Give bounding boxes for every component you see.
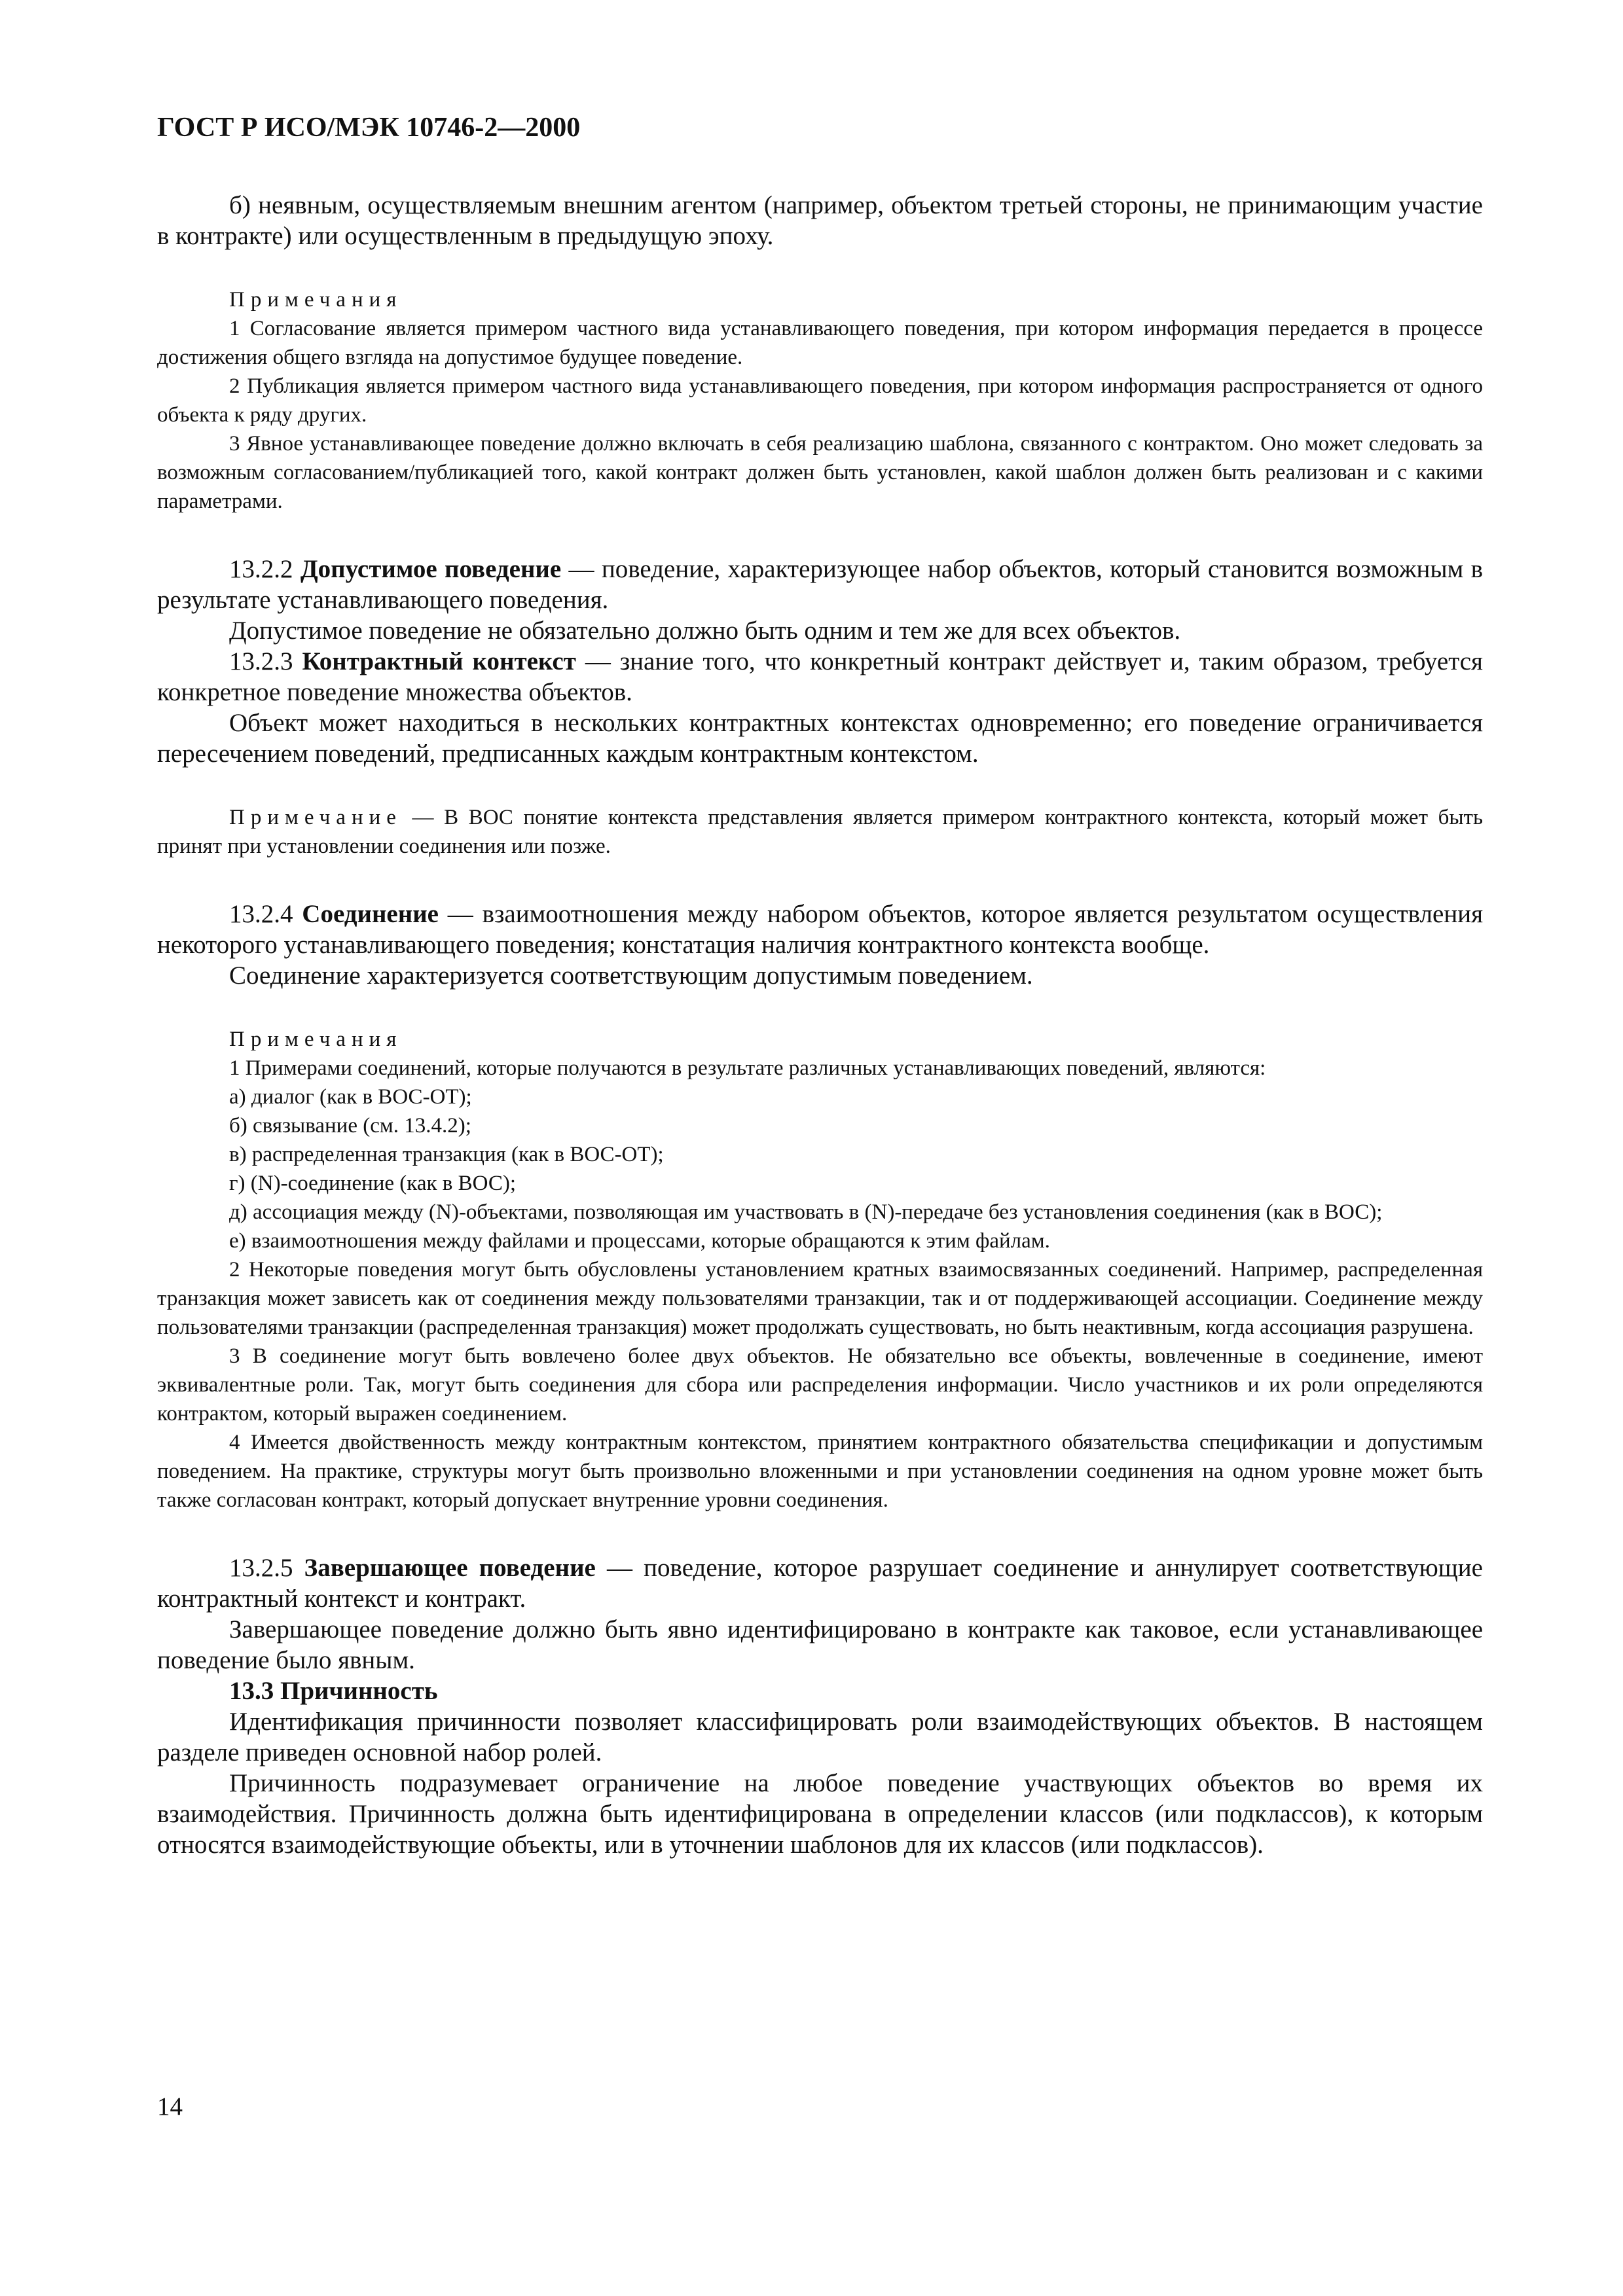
document-page: [157, 111, 1483, 1860]
note-text: — В ВОС понятие контекста представления является примером контрактного контекста, который может быть принят при установлении соединения или позже.: [157, 806, 1484, 858]
note-1: 1 Примерами соединений, которые получаются в результате различных устанавливающих поведений, являются:: [229, 1056, 1266, 1080]
definition-text: — взаимоотношения между набором объектов, которое является результатом осуществления некоторого устанавливающего поведения; констатация наличия контрактного контекста вообще.: [157, 900, 1484, 959]
page-number: 14: [157, 2092, 183, 2121]
note-3: 3 Явное устанавливающее поведение должно включать в себя реализацию шаблона, связанного с контрактом. Оно может следовать за возможным согласованием/публикацией того, какой контракт должен быть установлен, какой шаблон должен быть реализован и с какими параметрами.: [157, 432, 1483, 513]
note-label: Примечание: [229, 806, 402, 829]
notes-heading: Примечания: [229, 288, 403, 312]
clause-number: 13.2.4: [229, 900, 293, 928]
clause-number: 13.2.5: [229, 1554, 293, 1582]
term-bold: Завершающее поведение: [304, 1554, 596, 1582]
note-inline: [157, 803, 1483, 861]
paragraph: Допустимое поведение не обязательно должно быть одним и тем же для всех объектов.: [229, 617, 1181, 645]
clause-number: 13.2.2: [229, 555, 293, 583]
definition-text: — знание того, что конкретный контракт действует и, таким образом, требуется конкретное поведение множества объектов.: [157, 647, 1483, 706]
term-bold: Контрактный контекст: [302, 647, 576, 675]
definition-13-2-4: [157, 899, 1483, 960]
definition-text: — поведение, характеризующее набор объектов, который становится возможным в результате устанавливающего поведения.: [157, 555, 1484, 614]
list-item: д) ассоциация между (N)-объектами, позволяющая им участвовать в (N)-передаче без установления соединения (как в ВОС);: [229, 1200, 1383, 1224]
paragraph: Соединение характеризуется соответствующим допустимым поведением.: [229, 961, 1033, 990]
clause-number: 13.2.3: [229, 647, 293, 675]
list-item: б) связывание (см. 13.4.2);: [229, 1114, 471, 1138]
list-item: в) распределенная транзакция (как в ВОС-ОТ);: [229, 1143, 664, 1166]
definition-13-2-5: [157, 1552, 1483, 1614]
paragraph: Идентификация причинности позволяет классифицировать роли взаимодействующих объектов. В настоящем разделе приведен основной набор ролей.: [157, 1708, 1483, 1767]
list-item: е) взаимоотношения между файлами и процессами, которые обращаются к этим файлам.: [229, 1229, 1050, 1253]
notes-heading: Примечания: [229, 1028, 403, 1051]
note-4: 4 Имеется двойственность между контрактным контекстом, принятием контрактного обязательства спецификации и допустимым поведением. На практике, структуры могут быть произвольно вложенными и при установлении соединения на одном уровне может быть также согласован контракт, который допускает внутренние уровни соединения.: [157, 1431, 1483, 1512]
document-header: ГОСТ Р ИСО/МЭК 10746-2—2000: [157, 113, 581, 143]
definition-13-2-2: [157, 554, 1483, 615]
list-item-b-continuation: б) неявным, осуществляемым внешним агентом (например, объектом третьей стороны, не принимающим участие в контракте) или осуществленным в предыдущую эпоху.: [157, 191, 1483, 250]
paragraph: Причинность подразумевает ограничение на любое поведение участвующих объектов во время их взаимодействия. Причинность должна быть идентифицирована в определении классов (или подклассов), к которым относятся взаимодействующие объекты, или в уточнении шаблонов для их классов (или подклассов).: [157, 1769, 1483, 1859]
definition-13-2-3: [157, 646, 1483, 708]
definition-text: — поведение, которое разрушает соединение и аннулирует соответствующие контрактный контекст и контракт.: [157, 1554, 1483, 1613]
list-item: а) диалог (как в ВОС-ОТ);: [229, 1085, 472, 1109]
note-2: 2 Публикация является примером частного вида устанавливающего поведения, при котором информация распространяется от одного объекта к ряду других.: [157, 374, 1483, 427]
term-bold: Допустимое поведение: [300, 555, 562, 583]
paragraph: Завершающее поведение должно быть явно идентифицировано в контракте как таковое, если устанавливающее поведение было явным.: [157, 1615, 1483, 1674]
term-bold: Соединение: [302, 900, 439, 928]
paragraph: Объект может находиться в нескольких контрактных контекстах одновременно; его поведение ограничивается пересечением поведений, предписанных каждым контрактным контекстом.: [157, 709, 1483, 768]
note-3: 3 В соединение могут быть вовлечено более двух объектов. Не обязательно все объекты, вовлеченные в соединение, имеют эквивалентные роли. Так, могут быть соединения для сбора или распределения информации. Число участников и их роли определяются контрактом, который выражен соединением.: [157, 1344, 1483, 1426]
list-item: г) (N)-соединение (как в ВОС);: [229, 1172, 517, 1195]
section-title: 13.3 Причинность: [229, 1677, 438, 1705]
note-1: 1 Согласование является примером частного вида устанавливающего поведения, при котором информация передается в процессе достижения общего взгляда на допустимое будущее поведение.: [157, 317, 1483, 369]
note-2: 2 Некоторые поведения могут быть обусловлены установлением кратных взаимосвязанных соединений. Например, распределенная транзакция может зависеть как от соединения между пользователями транзакции, так и от поддерживающей ассоциации. Соединение между пользователями транзакции (распределенная транзакция) может продолжать существовать, но быть неактивным, когда ассоциация разрушена.: [157, 1258, 1483, 1339]
